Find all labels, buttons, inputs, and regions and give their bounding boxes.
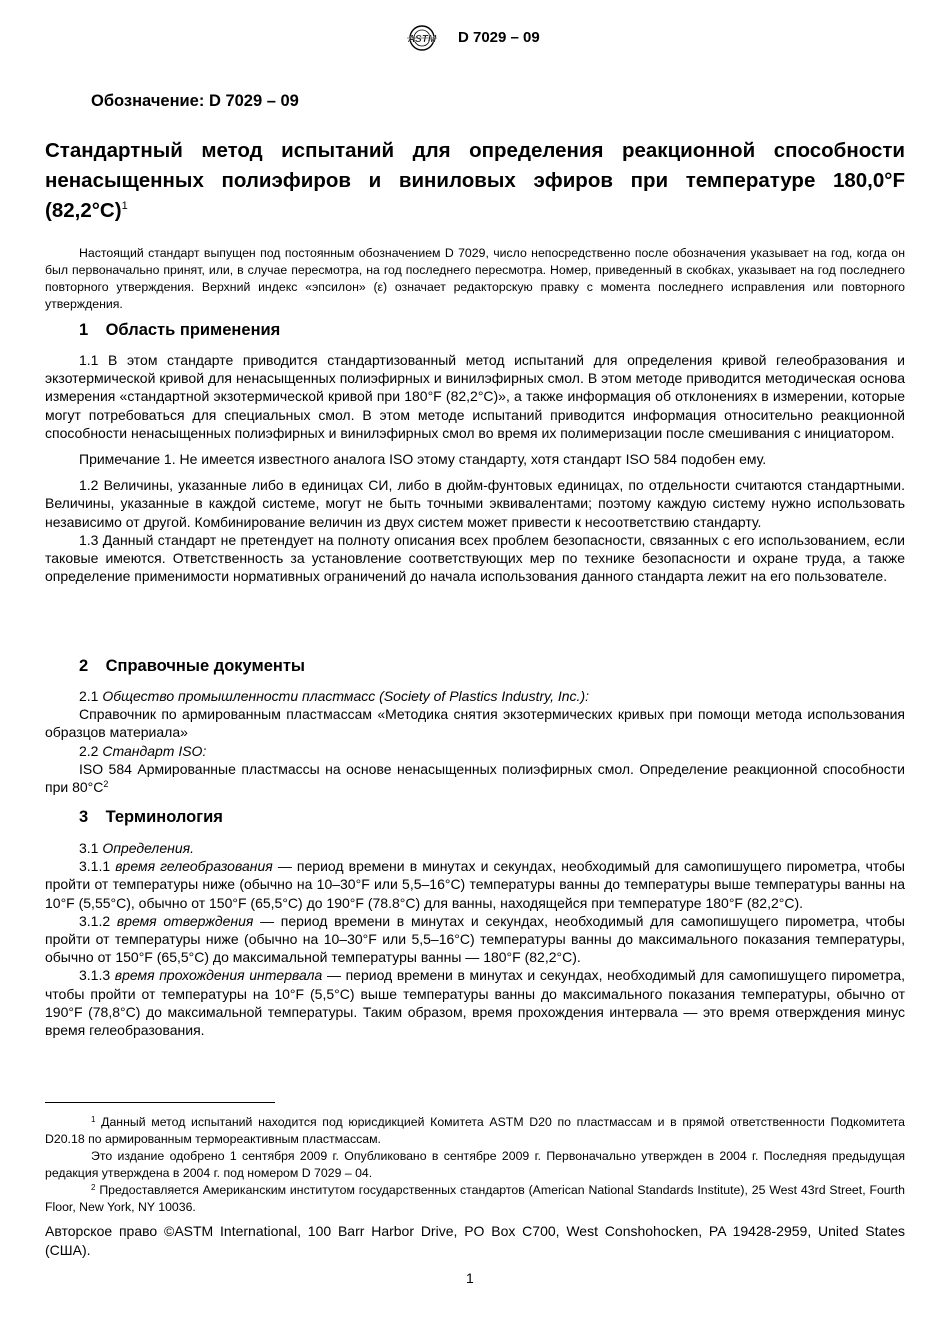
definition: — период времени в минутах и секундах, необходимый для самопишущего пирометра, чтобы пройти от температуры ниже (обычно на 10–30°F или 5,5–16°C) температуры ванны до максимального показания температуры, обычно от 150°F (65,5°C) до максимальной температуры ванны — 180°F (82,2°C). bbox=[45, 912, 905, 966]
page-header bbox=[0, 22, 950, 54]
paragraph-2-2-text bbox=[45, 760, 905, 796]
footnote-divider bbox=[45, 1102, 275, 1103]
footnote-text: Данный метод испытаний находится под юрисдикцией Комитета ASTM D20 по пластмассам и в прямой ответственности Подкомитета D20.18 по армированным термореактивным пластмассам. bbox=[45, 1115, 905, 1146]
paragraph-number: 3.1.2 bbox=[79, 912, 111, 929]
section-3-heading bbox=[79, 808, 223, 827]
intro-paragraph: Настоящий стандарт выпущен под постоянным обозначением D 7029, число непосредственно после обозначения указывает на год, когда он был первоначально принят, или, в случае пересмотра, на год последнего пересмотра. Номер, приведенный в скобках, указывает на год последнего повторного утверждения. Верхний индекс «эпсилон» (ε) означает редакторскую правку с момента последнего исправления или повторного утверждения. bbox=[45, 246, 905, 311]
note-1: Примечание 1. Не имеется известного аналога ISO этому стандарту, хотя стандарт ISO 584 подобен ему. bbox=[79, 451, 767, 468]
term: время прохождения интервала bbox=[114, 967, 323, 984]
title-footnote-ref: 1 bbox=[121, 200, 128, 212]
footnote-number: 2 bbox=[91, 1183, 96, 1192]
footnotes bbox=[45, 1114, 905, 1216]
section-number: 2 bbox=[79, 657, 89, 675]
copyright: Авторское право ©ASTM International, 100 Barr Harbor Drive, PO Box C700, West Conshohocken, PA 19428-2959, United States (США). bbox=[45, 1223, 905, 1258]
definition: — период времени в минутах и секундах, необходимый для самопишущего пирометра, чтобы пройти от температуры на 10°F (5,5°C) выше температуры ванны до максимального показания температуры, обычно от 190°F (78,8°C) до максимальной температуры. Таким образом, время прохождения интервала — это время отверждения минус время гелеобразования. bbox=[45, 967, 906, 1039]
paragraph-number: 3.1 bbox=[79, 840, 99, 856]
paragraph-2-2-title bbox=[45, 742, 905, 760]
section-number: 1 bbox=[79, 321, 89, 339]
paragraph-number: 2.1 bbox=[79, 688, 99, 704]
paragraph-3-1-2 bbox=[45, 912, 905, 967]
footnote-2 bbox=[45, 1182, 905, 1216]
term: время гелеобразования bbox=[115, 858, 273, 875]
paragraph-number: 3.1.1 bbox=[79, 858, 111, 875]
section-1-body bbox=[45, 351, 905, 585]
paragraph-2-1-title bbox=[45, 687, 905, 705]
paragraph-3-1-1 bbox=[45, 857, 905, 912]
designation: Обозначение: D 7029 – 09 bbox=[91, 92, 299, 110]
paragraph-number: 2.2 bbox=[79, 742, 99, 759]
section-number: 3 bbox=[79, 808, 89, 826]
paragraph-3-1 bbox=[45, 839, 905, 857]
footnote-1-edition: Это издание одобрено 1 сентября 2009 г. Опубликовано в сентябре 2009 г. Первоначально утвержден в 2004 г. Последняя предыдущая редакция утверждена в 2004 г. под номером D 7029 – 04. bbox=[45, 1149, 905, 1180]
paragraph-title: Определения. bbox=[102, 840, 194, 856]
header-code: D 7029 – 09 bbox=[458, 29, 540, 46]
paragraph-2-1-text: Справочник по армированным пластмассам «Методика снятия экзотермических кривых при помощи метода использования образцов материала» bbox=[45, 706, 905, 741]
paragraph-1-1: 1.1 В этом стандарте приводится стандартизованный метод испытаний для определения кривой гелеобразования и экзотермической кривой для ненасыщенных полиэфирных и винилэфирных смол. В этом методе приводится методическая основа измерения «стандартной экзотермической кривой при 180°F (82,2°C)», а также информация об отклонениях в измерении, которые могут потребоваться для специальных смол. В этом методе испытаний приводится информация относительно реакционной способности ненасыщенных полиэфирных и винилэфирных смол во время их полимеризации после смешивания с инициатором. bbox=[45, 352, 905, 441]
paragraph-1-2: 1.2 Величины, указанные либо в единицах СИ, либо в дюйм-фунтовых единицах, по отдельности считаются стандартными. Величины, указанные в каждой системе, могут не быть точными эквивалентами; поэтому каждую систему нужно использовать независимо от другой. Комбинирование величин из двух систем может привести к несоответствию стандарту. bbox=[45, 477, 905, 530]
astm-logo-icon bbox=[403, 22, 441, 54]
footnote-number: 1 bbox=[91, 1115, 96, 1124]
section-3-body bbox=[45, 839, 905, 1039]
section-2-heading bbox=[79, 657, 305, 676]
paragraph-3-1-3 bbox=[45, 966, 905, 1039]
reference-text: ISO 584 Армированные пластмассы на основе ненасыщенных полиэфирных смол. Определение реакционной способности при 80°C bbox=[45, 760, 905, 796]
logo-text: ASTM bbox=[407, 34, 437, 45]
section-title: Терминология bbox=[105, 808, 223, 826]
section-2-body bbox=[45, 687, 905, 796]
footnote-ref: 2 bbox=[103, 779, 109, 790]
section-1-heading bbox=[79, 321, 280, 340]
paragraph-number: 3.1.3 bbox=[79, 967, 111, 984]
title-text: Стандартный метод испытаний для определения реакционной способности ненасыщенных полиэфиров и виниловых эфиров при температуре 180,0°F (82,2°C) bbox=[45, 139, 905, 222]
section-title: Область применения bbox=[105, 321, 281, 339]
definition: — период времени в минутах и секундах, необходимый для самопишущего пирометра, чтобы пройти от температуры ниже (обычно на 10–30°F или 5,5–16°C) температуры ванны до температуры выше температуры ванны на 10°F (5,55°C), обычно от 150°F (65,5°C) до 190°F (78.8°C) для ванны, находящейся при температуре 180°F (82,2°C). bbox=[45, 858, 905, 911]
section-title: Справочные документы bbox=[105, 657, 306, 675]
footnote-1 bbox=[45, 1114, 905, 1148]
page-number: 1 bbox=[466, 1270, 474, 1286]
term: время отверждения bbox=[116, 912, 254, 929]
paragraph-1-3: 1.3 Данный стандарт не претендует на полноту описания всех проблем безопасности, связанных с его использованием, если таковые имеются. Ответственность за установление соответствующих мер по технике безопасности и охране труда, а также определение применимости нормативных ограничений до начала использования данного стандарта лежит на его пользователе. bbox=[45, 531, 905, 585]
page-title bbox=[45, 136, 905, 226]
paragraph-title: Общество промышленности пластмасс (Society of Plastics Industry, Inc.): bbox=[102, 688, 589, 704]
footnote-text: Предоставляется Американским институтом государственных стандартов (American National Standards Institute), 25 West 43rd Street, Fourth Floor, New York, NY 10036. bbox=[45, 1183, 905, 1214]
paragraph-title: Стандарт ISO: bbox=[102, 742, 207, 759]
